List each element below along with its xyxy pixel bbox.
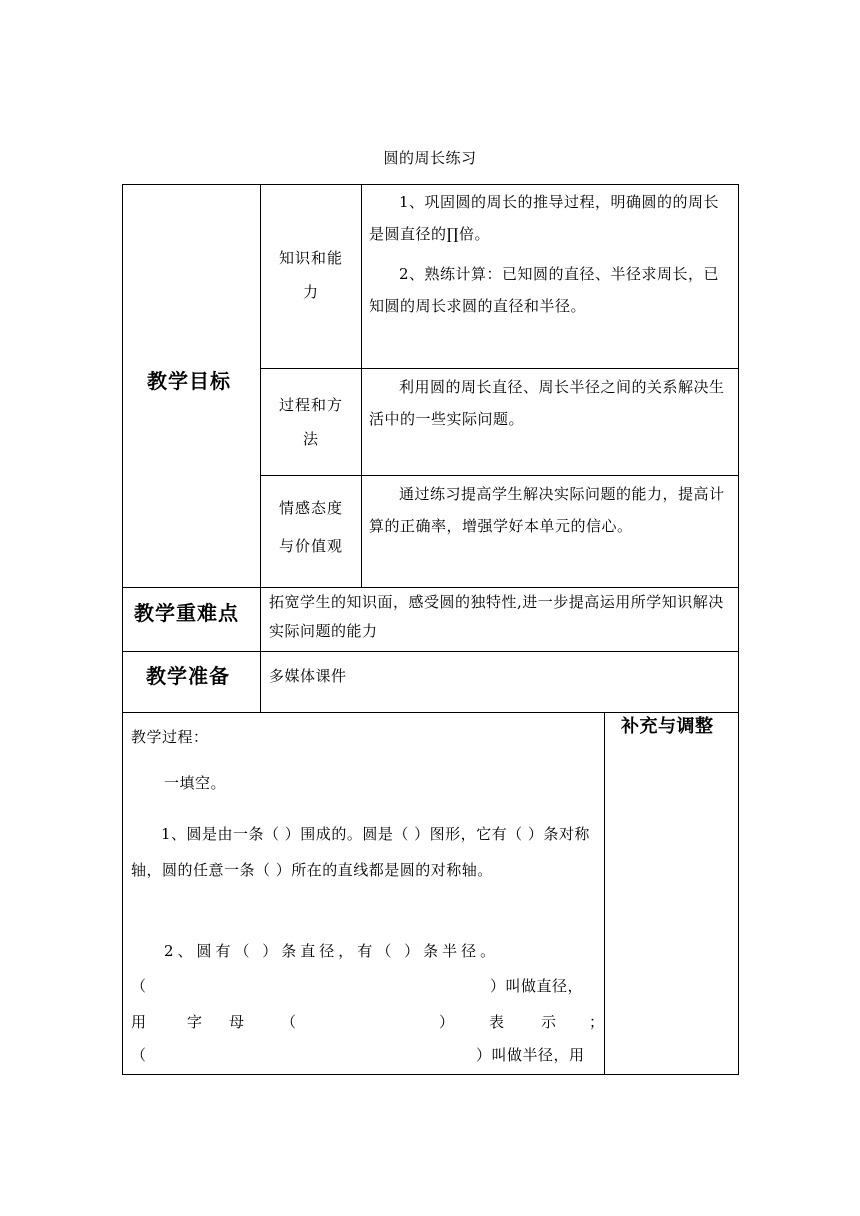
objective-paragraph: 通过练习提高学生解决实际问题的能力，提高计算的正确率，增强学好本单元的信心。 <box>369 485 725 535</box>
preparation-heading: 教学准备 <box>146 664 230 688</box>
objective-label-process <box>261 388 361 456</box>
question-2-line-2-close: ）叫做直径， <box>490 977 584 995</box>
adjustments-heading: 补充与调整 <box>621 716 714 737</box>
objective-label-attitude <box>261 489 361 565</box>
table-left-border <box>122 184 123 1075</box>
key-points-heading: 教学重难点 <box>134 601 239 625</box>
table-top-border <box>122 184 739 185</box>
q2-word: 示 <box>541 1013 557 1031</box>
objective-label-line: 过程和方 <box>278 396 343 414</box>
objective-paragraph: 2、熟练计算：已知圆的直径、半径求周长，已知圆的周长求圆的直径和半径。 <box>369 265 720 315</box>
preparation-text: 多媒体课件 <box>269 667 347 685</box>
key-points-text: 拓宽学生的知识面，感受圆的独特性,进一步提高运用所学知识解决实际问题的能力 <box>269 593 724 640</box>
q2-word: 母 <box>229 1013 245 1031</box>
q2-word: 用 <box>131 1013 147 1031</box>
objective-label-line: 知识和能 <box>278 249 343 267</box>
objective-label-line: 情感态度 <box>278 499 343 517</box>
q2-word: ； <box>589 1013 605 1031</box>
objectives-heading: 教学目标 <box>147 369 231 393</box>
objectives-row1-bottom <box>260 368 738 369</box>
objective-label-line: 与价值观 <box>278 537 343 555</box>
q2-word: 表 <box>489 1013 505 1031</box>
objectives-row2-bottom <box>260 475 738 476</box>
question-2-line-4-close: ）叫做半径，用 <box>476 1046 585 1064</box>
objective-label-line: 力 <box>302 283 319 301</box>
question-1: 1、圆是由一条（ ）围成的。圆是（ ）图形，它有（ ）条对称轴，圆的任意一条（ ）所在的直线都是圆的对称轴。 <box>131 825 590 879</box>
document-title: 圆的周长练习 <box>383 149 477 167</box>
objective-paragraph: 利用圆的周长直径、周长半径之间的关系解决生活中的一些实际问题。 <box>369 378 725 428</box>
table-right-border <box>738 184 739 1075</box>
keypoints-bottom <box>122 651 739 652</box>
objective-label-line: 法 <box>302 430 319 448</box>
preparation-bottom <box>122 712 739 713</box>
fill-in-section: 一填空。 <box>164 774 227 792</box>
q2-word: （ <box>281 1013 297 1031</box>
process-heading: 教学过程： <box>131 728 209 746</box>
q2-word: ） <box>439 1013 455 1031</box>
question-2-line-4-open: （ <box>131 1046 147 1064</box>
q2-word: 字 <box>187 1013 203 1031</box>
question-2-line-1: 2、圆有（ ）条直径，有（ ）条半径。 <box>164 942 500 960</box>
table-bottom-border <box>122 1074 739 1075</box>
question-2-line-2-open: （ <box>131 977 147 995</box>
objectives-sub-divider <box>361 184 362 587</box>
objective-paragraph: 1、巩固圆的周长的推导过程，明确圆的的周长是圆直径的∏倍。 <box>369 193 720 243</box>
question-2-line-3 <box>131 1012 605 1032</box>
objective-label-knowledge <box>261 241 361 309</box>
